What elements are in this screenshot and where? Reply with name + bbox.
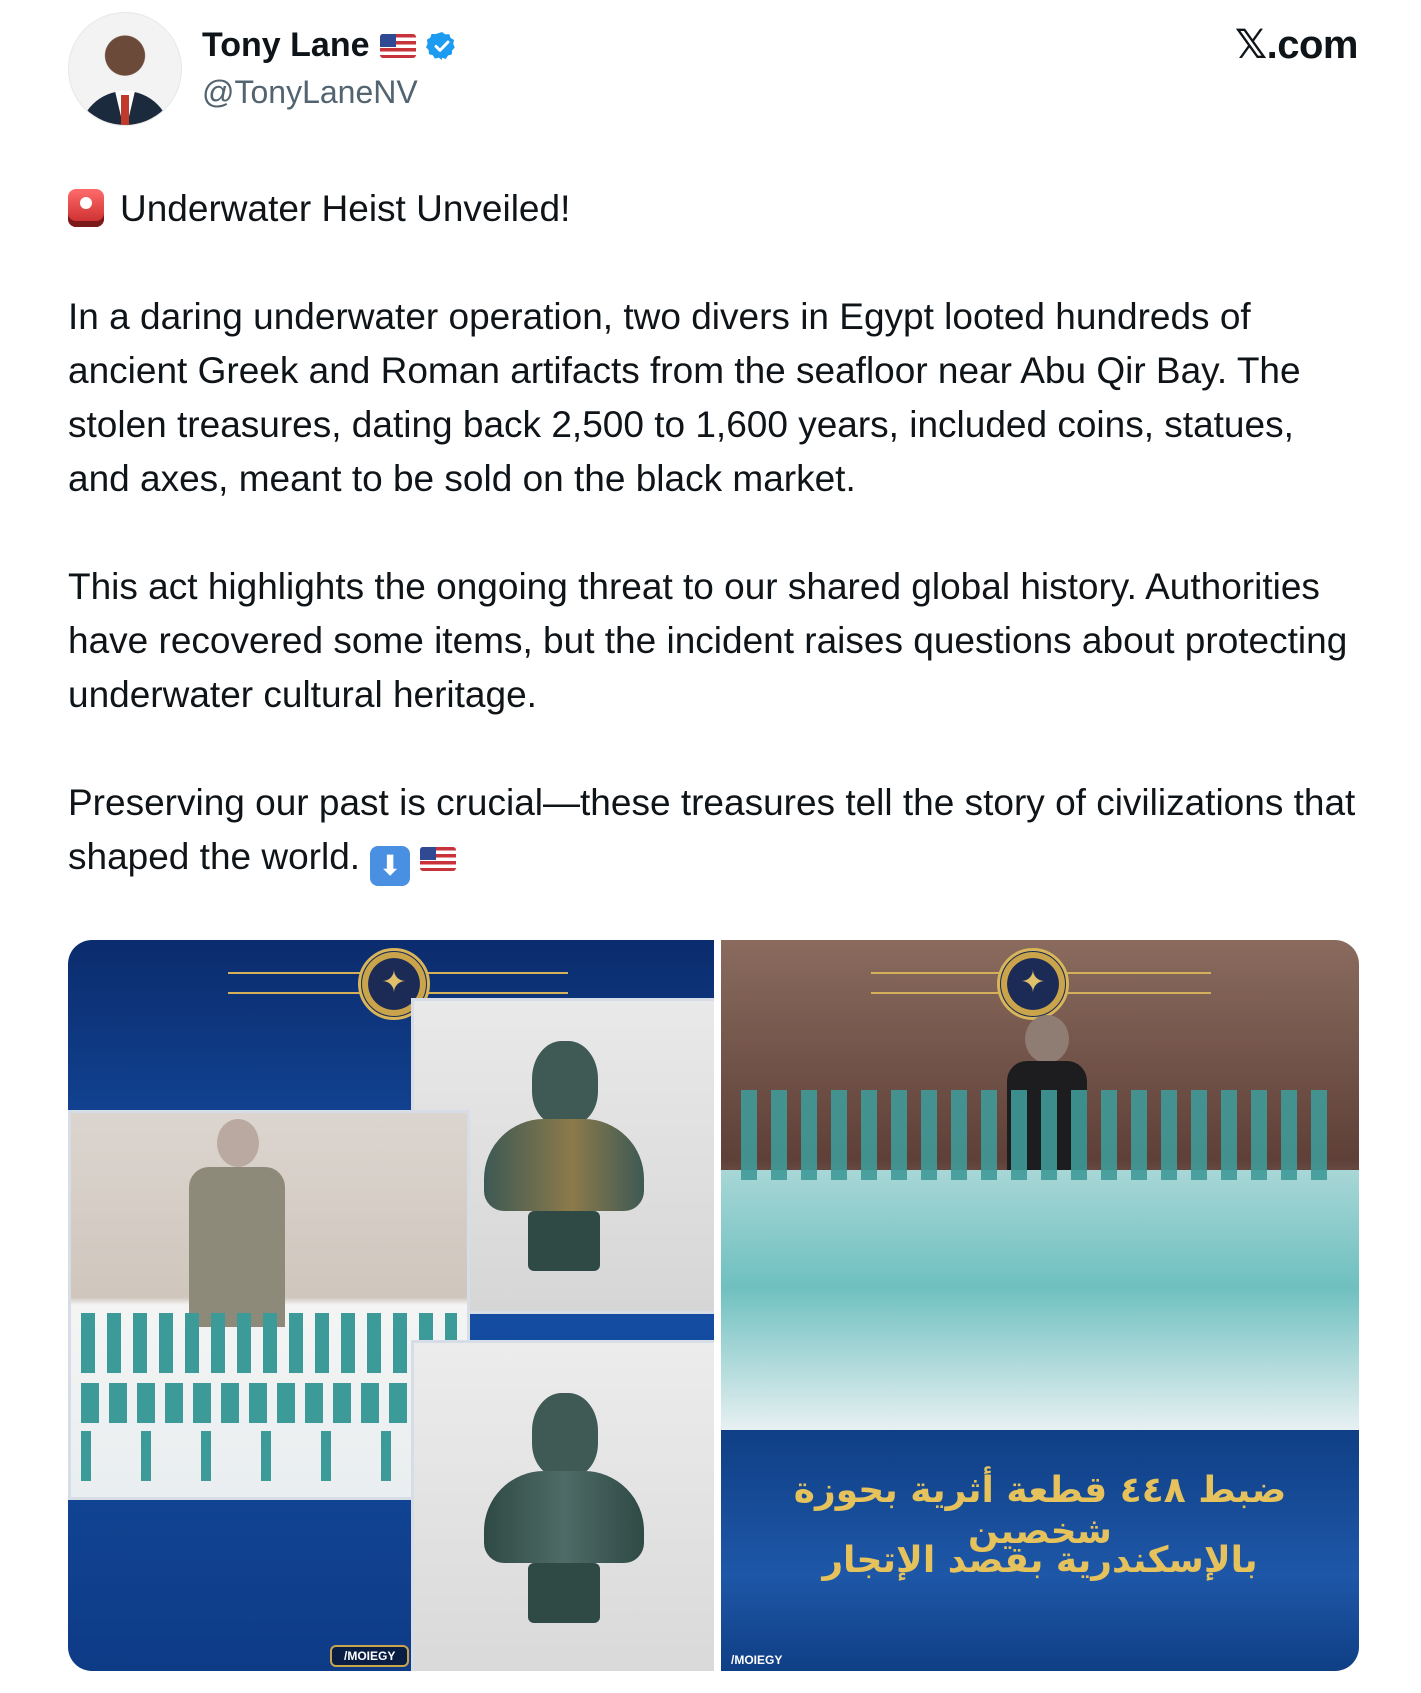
tweet-headline: [68, 182, 1358, 236]
artifacts-with-suspect-photo: [68, 1110, 470, 1500]
police-emblem-icon: [997, 948, 1069, 1020]
tweet-paragraph-2: This act highlights the ongoing threat to our shared global history. Authorities have recovered some items, but the incident raises questions about protecting underwater cultural heritage.: [68, 566, 1348, 715]
arabic-caption-line-2: بالإسكندرية بقصد الإتجار: [822, 1540, 1258, 1581]
tweet-paragraph-1: In a daring underwater operation, two divers in Egypt looted hundreds of ancient Greek and Roman artifacts from the seafloor near Abu Qir Bay. The stolen treasures, dating back 2,500 to 1,600 years, included coins, statues, and axes, meant to be sold on the black market.: [68, 296, 1301, 499]
arabic-caption-line-1: ضبط ٤٤٨ قطعة أثرية بحوزة شخصين: [793, 1470, 1287, 1552]
author-handle[interactable]: @TonyLaneNV: [202, 74, 418, 110]
tweet-header: [68, 12, 1358, 124]
verified-badge-icon: [426, 30, 458, 62]
brand-domain: .com: [1266, 23, 1358, 67]
down-arrow-icon: ⬇: [370, 846, 410, 886]
headline-text: Underwater Heist Unveiled!: [120, 188, 571, 229]
bust-photo: [411, 1340, 714, 1671]
x-com-logo[interactable]: [1235, 22, 1358, 68]
media-image-left[interactable]: [68, 940, 714, 1671]
author-name[interactable]: Tony Lane: [202, 26, 370, 64]
us-flag-icon: [420, 847, 456, 871]
siren-icon: [68, 189, 104, 227]
author-name-line: [202, 26, 458, 65]
tweet-paragraph-3: [68, 776, 1358, 886]
moiegy-watermark: /MOIEGY: [731, 1653, 783, 1667]
artifacts-display: [721, 1170, 1359, 1430]
paragraph-3-text: Preserving our past is crucial—these treasures tell the story of civilizations that shaped the world.: [68, 782, 1356, 877]
author-avatar[interactable]: [68, 12, 182, 126]
tweet-body: [68, 182, 1358, 886]
media-image-right[interactable]: [721, 940, 1359, 1671]
statue-rows: [741, 1090, 1341, 1180]
moiegy-watermark: /MOIEGY: [330, 1645, 409, 1667]
x-logo-icon: 𝕏: [1234, 22, 1267, 68]
us-flag-icon: [380, 34, 416, 58]
tweet-media[interactable]: [68, 940, 1359, 1671]
